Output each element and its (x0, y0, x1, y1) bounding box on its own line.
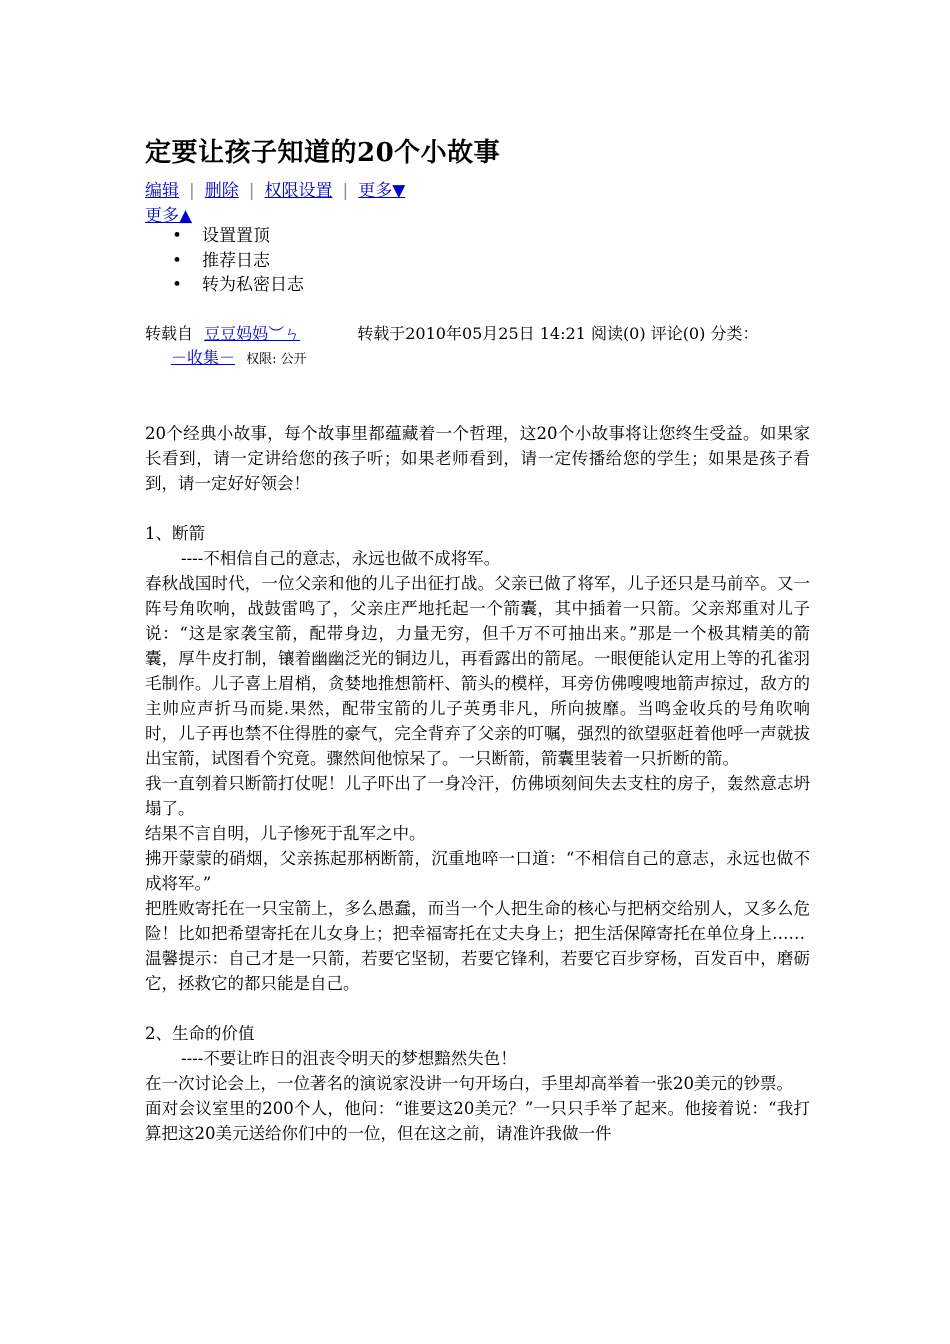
permissions-link[interactable]: 权限设置 (264, 181, 333, 201)
divider: | (342, 181, 349, 201)
story-paragraph: 温馨提示：自己才是一只箭，若要它坚韧，若要它锋利，若要它百步穿杨，百发百中，磨砺它，拯救它的都只能是自己。 (145, 949, 810, 993)
page-title: 定要让孩子知道的20个小故事 (145, 138, 501, 168)
delete-link[interactable]: 删除 (204, 181, 239, 201)
story-heading: 1、断箭 (145, 524, 205, 543)
action-bar (145, 176, 405, 201)
menu-item-recommend[interactable]: • 推荐日志 (172, 249, 304, 274)
story-paragraph: 把胜败寄托在一只宝箭上，多么愚蠢，而当一个人把生命的核心与把柄交给别人，又多么危险！比如把希望寄托在儿女身上；把幸福寄托在丈夫身上；把生活保障寄托在单位身上…… (145, 899, 810, 943)
story-heading: 2、生命的价值 (145, 1024, 255, 1043)
edit-link[interactable]: 编辑 (145, 181, 179, 201)
story-motto: ----不相信自己的意志，永远也做不成将军。 (181, 549, 501, 568)
bullet-icon: • (172, 226, 183, 246)
author-link[interactable]: 豆豆妈妈︶ㄣ (204, 324, 301, 343)
divider: | (189, 181, 195, 201)
repost-from-label: 转载自 (145, 324, 194, 343)
bullet-icon: • (172, 275, 183, 295)
menu-item-pin[interactable]: • 设置置顶 (172, 224, 304, 249)
story-paragraph: 面对会议室里的200个人，他问：“谁要这20美元？”一只只手举了起来。他接着说：“我打算把这20美元送给你们中的一位，但在这之前，请准许我做一件 (145, 1099, 810, 1143)
more-collapse-link[interactable]: 更多▲ (145, 206, 193, 226)
more-collapse (145, 201, 192, 226)
article-body (145, 421, 810, 1146)
more-menu (172, 224, 304, 298)
bullet-icon: • (172, 250, 183, 271)
menu-item-private[interactable]: • 转为私密日志 (172, 273, 304, 298)
post-meta (145, 322, 805, 372)
permission-label: 权限: 公开 (246, 352, 307, 367)
story-paragraph: 我一直刳着只断箭打仗呢！儿子吓出了一身冷汗，仿佛顷刻间失去支柱的房子，轰然意志坍塌了。 (145, 774, 810, 818)
story-paragraph: 春秋战国时代，一位父亲和他的儿子出征打战。父亲已做了将军，儿子还只是马前卒。又一阵号角吹响，战鼓雷鸣了，父亲庄严地托起一个箭囊，其中插着一只箭。父亲郑重对儿子说：“这是家袭宝箭，配带身边，力量无穷，但千万不可抽出来。”那是一个极其精美的箭囊，厚牛皮打制，镶着幽幽泛光的铜边儿，再看露出的箭尾。一眼便能认定用上等的孔雀羽毛制作。儿子喜上眉梢，贪婪地推想箭杆、箭头的模样，耳旁仿佛嗖嗖地箭声掠过，敌方的主帅应声折马而毙.果然，配带宝箭的儿子英勇非凡，所向披靡。当鸣金收兵的号角吹响时，儿子再也禁不住得胜的豪气，完全背弃了父亲的叮嘱，强烈的欲望驱赶着他呼一声就拔出宝箭，试图看个究竟。骤然间他惊呆了。一只断箭，箭囊里装着一只折断的箭。 (145, 574, 810, 768)
more-dropdown-link[interactable]: 更多▼ (358, 181, 406, 201)
story-paragraph: 拂开蒙蒙的硝烟，父亲拣起那柄断箭，沉重地啐一口道：“不相信自己的意志，永远也做不成将军。” (145, 849, 810, 893)
story-motto: ----不要让昨日的沮丧令明天的梦想黯然失色！ (181, 1049, 517, 1068)
post-date-info: 转载于2010年05月25日 14:21 阅读(0) 评论(0) 分类： (357, 324, 759, 343)
intro-paragraph: 20个经典小故事，每个故事里都蕴藏着一个哲理，这20个小故事将让您终生受益。如果家长看到，请一定讲给您的孩子听；如果老师看到，请一定传播给您的学生；如果是孩子看到，请一定好好领会！ (145, 424, 810, 493)
divider: | (248, 181, 255, 201)
category-link[interactable]: －收集－ (171, 348, 236, 367)
story-paragraph: 在一次讨论会上，一位著名的演说家没讲一句开场白，手里却高举着一张20美元的钞票。 (145, 1074, 793, 1093)
story-paragraph: 结果不言自明，儿子惨死于乱军之中。 (145, 824, 426, 843)
